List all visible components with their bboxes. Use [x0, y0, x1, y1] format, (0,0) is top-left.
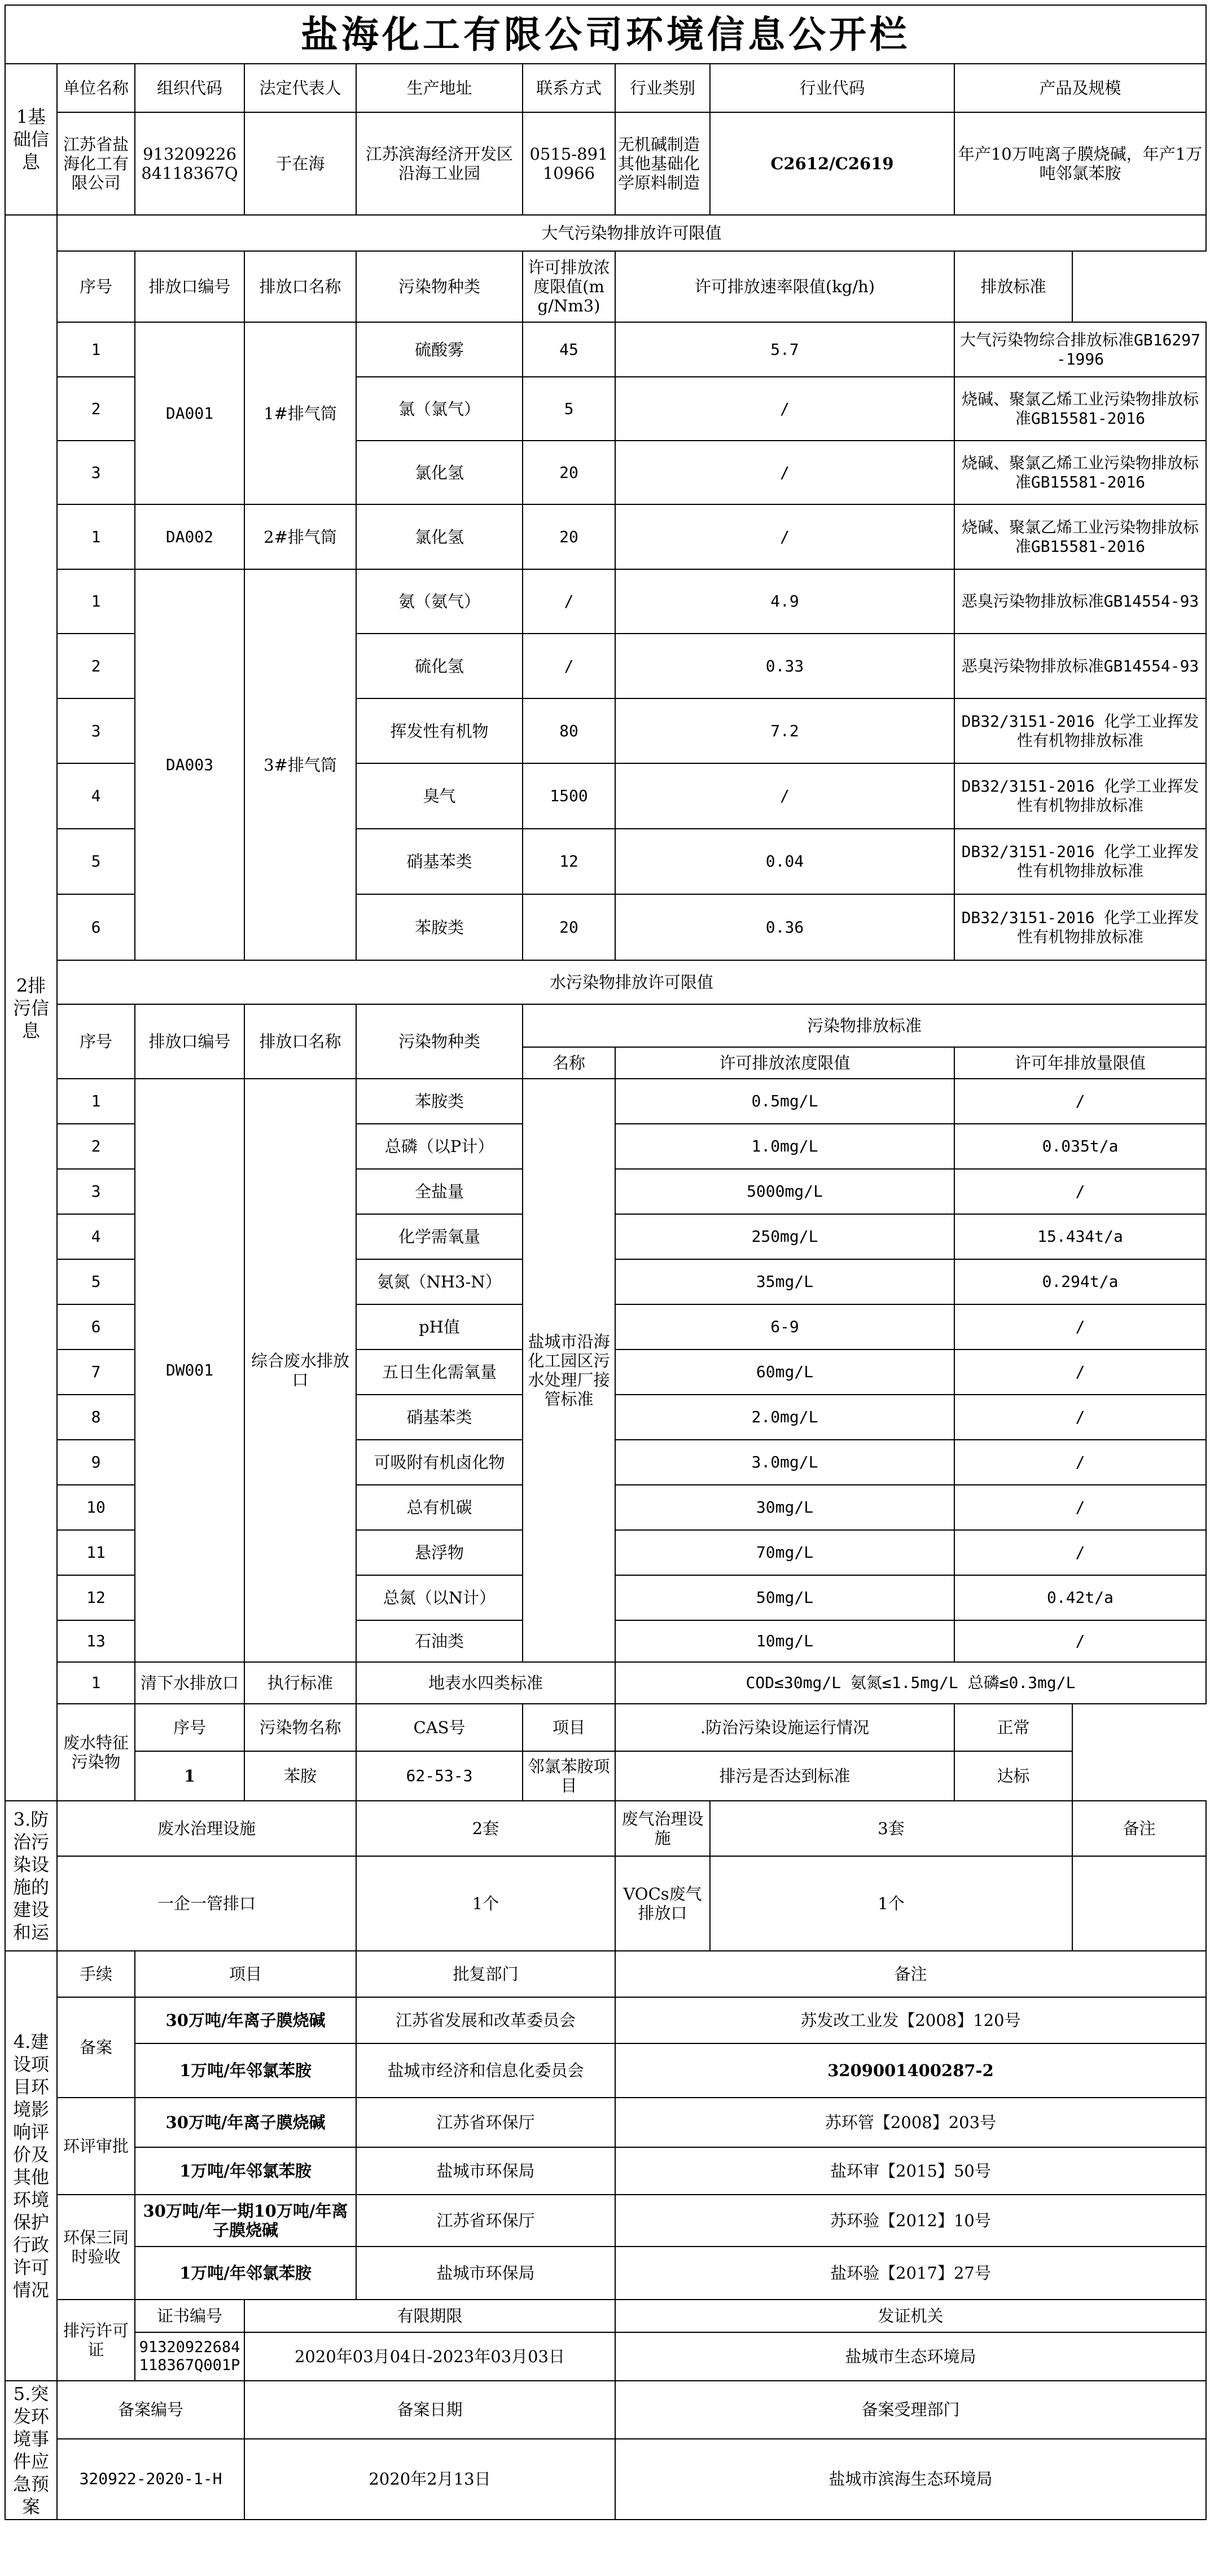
air-outlet-code: DA001: [135, 322, 244, 504]
air-no: 2: [57, 377, 135, 441]
air-conc-limit: 1500: [523, 763, 615, 829]
water-header-std-name: 名称: [523, 1047, 615, 1079]
table-row: [5, 2332, 1206, 2381]
header-products: 产品及规模: [954, 64, 1206, 112]
section-1-label: 1基础信息: [5, 64, 57, 215]
water-pollutant: 总磷（以P计）: [356, 1124, 523, 1169]
air-outlet-name: 3#排气筒: [244, 569, 356, 960]
water-pollutant: 总氮（以N计）: [356, 1575, 523, 1620]
water-no: 4: [57, 1214, 135, 1259]
table-row: [5, 1801, 1206, 1856]
table-row: [5, 322, 1206, 377]
air-rate-limit: /: [615, 441, 954, 504]
water-pollutant: 苯胺类: [356, 1079, 523, 1124]
air-pollutant: 硫化氢: [356, 634, 523, 698]
s4-project: 1万吨/年邻氯苯胺: [135, 2247, 356, 2300]
air-standard: 烧碱、聚氯乙烯工业污染物排放标准GB15581-2016: [954, 377, 1206, 441]
industry-category: 无机碱制造 其他基础化学原料制造: [615, 112, 710, 215]
table-row: [5, 1079, 1206, 1124]
s4-note: 苏环验【2012】10号: [615, 2195, 1206, 2247]
air-no: 1: [57, 569, 135, 634]
air-conc-limit: 45: [523, 322, 615, 377]
water-conc-limit: 0.5mg/L: [615, 1079, 954, 1124]
water-no: 7: [57, 1349, 135, 1395]
air-standard: 烧碱、聚氯乙烯工业污染物排放标准GB15581-2016: [954, 441, 1206, 504]
gas-facility-value: 3套: [710, 1801, 1072, 1856]
org-code: 91320922684118367Q: [135, 112, 244, 215]
permit-issuer: 盐城市生态环境局: [615, 2332, 1206, 2381]
water-no: 12: [57, 1575, 135, 1620]
feature-header-no: 序号: [135, 1704, 244, 1751]
water-title: 水污染物排放许可限值: [57, 960, 1206, 1004]
air-no: 4: [57, 763, 135, 829]
air-standard: 恶臭污染物排放标准GB14554-93: [954, 569, 1206, 634]
s4-procedure: 环保三同时验收: [57, 2195, 135, 2300]
water-conc-limit: 70mg/L: [615, 1530, 954, 1575]
air-no: 3: [57, 441, 135, 504]
water-no: 1: [57, 1079, 135, 1124]
header-contact: 联系方式: [523, 64, 615, 112]
table-row: [5, 2147, 1206, 2195]
s5-number: 320922-2020-1-H: [57, 2439, 244, 2520]
s4-header-proc: 手续: [57, 1951, 135, 1997]
table-row: [5, 215, 1206, 251]
air-rate-limit: 0.04: [615, 829, 954, 894]
permit-label: 排污许可证: [57, 2300, 135, 2381]
water-no: 3: [57, 1169, 135, 1214]
feature-no: 1: [135, 1751, 244, 1801]
air-conc-limit: 20: [523, 894, 615, 960]
unit-name: 江苏省盐海化工有限公司: [57, 112, 135, 215]
permit-header-issuer: 发证机关: [615, 2300, 1206, 2332]
water-annual-limit: /: [954, 1349, 1206, 1395]
s4-project: 30万吨/年离子膜烧碱: [135, 1997, 356, 2043]
water-standard-name: 盐城市沿海化工园区污水处理厂接管标准: [523, 1079, 615, 1662]
s4-project: 30万吨/年一期10万吨/年离子膜烧碱: [135, 2195, 356, 2247]
water-pollutant: pH值: [356, 1304, 523, 1349]
feature-header-cas: CAS号: [356, 1704, 523, 1751]
air-outlet-code: DA003: [135, 569, 244, 960]
header-legal-rep: 法定代表人: [244, 64, 356, 112]
air-conc-limit: /: [523, 634, 615, 698]
air-outlet-code: DA002: [135, 504, 244, 569]
feature-label: 废水特征污染物: [57, 1704, 135, 1801]
air-no: 1: [57, 322, 135, 377]
water-pollutant: 悬浮物: [356, 1530, 523, 1575]
section-5-label: 5.突发环境事件应急预案: [5, 2381, 57, 2520]
clean-no: 1: [57, 1662, 135, 1704]
air-pollutant: 硫酸雾: [356, 322, 523, 377]
s4-project: 1万吨/年邻氯苯胺: [135, 2147, 356, 2195]
s4-note: 苏环管【2008】203号: [615, 2098, 1206, 2147]
air-rate-limit: 5.7: [615, 322, 954, 377]
water-header-name: 排放口名称: [244, 1004, 356, 1079]
table-row: [5, 2043, 1206, 2098]
water-annual-limit: /: [954, 1440, 1206, 1485]
operation-value: 正常: [954, 1704, 1072, 1751]
header-address: 生产地址: [356, 64, 523, 112]
water-conc-limit: 5000mg/L: [615, 1169, 954, 1214]
water-pollutant: 全盐量: [356, 1169, 523, 1214]
feature-cas: 62-53-3: [356, 1751, 523, 1801]
air-pollutant: 氯化氢: [356, 441, 523, 504]
table-row: [5, 5, 1206, 64]
s4-dept: 江苏省发展和改革委员会: [356, 1997, 615, 2043]
permit-number: 91320922684118367Q001P: [135, 2332, 244, 2381]
s4-header-project: 项目: [135, 1951, 356, 1997]
air-rate-limit: 7.2: [615, 698, 954, 763]
air-pollutant: 臭气: [356, 763, 523, 829]
s4-project: 1万吨/年邻氯苯胺: [135, 2043, 356, 2098]
s5-date: 2020年2月13日: [244, 2439, 615, 2520]
table-row: [5, 960, 1206, 1004]
section-3-label: 3.防治污染设施的建设和运: [5, 1801, 57, 1951]
water-annual-limit: 0.42t/a: [954, 1575, 1206, 1620]
pipe-label: 一企一管排口: [57, 1856, 356, 1951]
air-header-name: 排放口名称: [244, 251, 356, 322]
air-pollutant: 挥发性有机物: [356, 698, 523, 763]
air-standard: DB32/3151-2016 化学工业挥发性有机物排放标准: [954, 829, 1206, 894]
water-header-pollutant: 污染物种类: [356, 1004, 523, 1079]
air-rate-limit: 0.33: [615, 634, 954, 698]
table-row: [5, 1997, 1206, 2043]
water-conc-limit: 60mg/L: [615, 1349, 954, 1395]
air-rate-limit: /: [615, 763, 954, 829]
air-outlet-name: 1#排气筒: [244, 322, 356, 504]
water-no: 5: [57, 1259, 135, 1304]
s4-dept: 盐城市环保局: [356, 2247, 615, 2300]
s4-note: 盐环审【2015】50号: [615, 2147, 1206, 2195]
water-no: 9: [57, 1440, 135, 1485]
table-row: [5, 1704, 1206, 1751]
feature-header-project: 项目: [523, 1704, 615, 1751]
voc-value: 1个: [710, 1856, 1072, 1951]
air-no: 2: [57, 634, 135, 698]
air-header-pollutant: 污染物种类: [356, 251, 523, 322]
air-outlet-name: 2#排气筒: [244, 504, 356, 569]
pipe-value: 1个: [356, 1856, 615, 1951]
header-org-code: 组织代码: [135, 64, 244, 112]
info-table: [5, 5, 1207, 2520]
water-conc-limit: 50mg/L: [615, 1575, 954, 1620]
s4-note: 3209001400287-2: [615, 2043, 1206, 2098]
water-conc-limit: 1.0mg/L: [615, 1124, 954, 1169]
table-row: [5, 1662, 1206, 1704]
water-conc-limit: 250mg/L: [615, 1214, 954, 1259]
s4-header-note: 备注: [615, 1951, 1206, 1997]
water-pollutant: 五日生化需氧量: [356, 1349, 523, 1395]
air-conc-limit: 20: [523, 504, 615, 569]
products: 年产10万吨离子膜烧碱，年产1万吨邻氯苯胺: [954, 112, 1206, 215]
air-conc-limit: 80: [523, 698, 615, 763]
water-header-conc: 许可排放浓度限值: [615, 1047, 954, 1079]
clean-outlet-name: 清下水排放口: [135, 1662, 244, 1704]
water-pollutant: 可吸附有机卤化物: [356, 1440, 523, 1485]
air-conc-limit: 12: [523, 829, 615, 894]
water-pollutant: 石油类: [356, 1620, 523, 1662]
table-row: [5, 2195, 1206, 2247]
operation-label: .防治污染设施运行情况: [615, 1704, 954, 1751]
water-conc-limit: 6-9: [615, 1304, 954, 1349]
water-annual-limit: 0.035t/a: [954, 1124, 1206, 1169]
water-outlet-code: DW001: [135, 1079, 244, 1662]
water-annual-limit: 0.294t/a: [954, 1259, 1206, 1304]
air-title: 大气污染物排放许可限值: [57, 215, 1206, 251]
air-conc-limit: 5: [523, 377, 615, 441]
water-no: 10: [57, 1485, 135, 1530]
water-annual-limit: /: [954, 1079, 1206, 1124]
water-annual-limit: /: [954, 1304, 1206, 1349]
table-row: [5, 504, 1206, 569]
section-4-label: 4.建设项目环境影响评价及其他环境保护行政许可情况: [5, 1951, 57, 2381]
water-pollutant: 总有机碳: [356, 1485, 523, 1530]
water-pollutant: 氨氮（NH3-N）: [356, 1259, 523, 1304]
header-industry-code: 行业代码: [710, 64, 954, 112]
air-header-no: 序号: [57, 251, 135, 322]
wastewater-facility-value: 2套: [356, 1801, 615, 1856]
s4-project: 30万吨/年离子膜烧碱: [135, 2098, 356, 2147]
section-2-label: 2排污信息: [5, 215, 57, 1801]
s4-note: 盐环验【2017】27号: [615, 2247, 1206, 2300]
water-conc-limit: 10mg/L: [615, 1620, 954, 1662]
clean-std-label: 执行标准: [244, 1662, 356, 1704]
s4-procedure: 备案: [57, 1997, 135, 2098]
air-rate-limit: /: [615, 377, 954, 441]
air-header-rate: 许可排放速率限值(kg/h): [615, 251, 954, 322]
air-standard: DB32/3151-2016 化学工业挥发性有机物排放标准: [954, 894, 1206, 960]
air-header-std: 排放标准: [954, 251, 1072, 322]
air-rate-limit: /: [615, 504, 954, 569]
feature-name: 苯胺: [244, 1751, 356, 1801]
air-pollutant: 苯胺类: [356, 894, 523, 960]
water-no: 13: [57, 1620, 135, 1662]
water-no: 6: [57, 1304, 135, 1349]
air-pollutant: 氨（氨气）: [356, 569, 523, 634]
water-header-no: 序号: [57, 1004, 135, 1079]
s4-note: 苏发改工业发【2008】120号: [615, 1997, 1206, 2043]
page-title: 盐海化工有限公司环境信息公开栏: [5, 5, 1206, 64]
s3-note: 备注: [1072, 1801, 1206, 1856]
air-conc-limit: 20: [523, 441, 615, 504]
feature-header-name: 污染物名称: [244, 1704, 356, 1751]
table-row: [5, 1951, 1206, 1997]
s4-header-dept: 批复部门: [356, 1951, 615, 1997]
water-annual-limit: /: [954, 1620, 1206, 1662]
air-header-conc: 许可排放浓度限值(mg/Nm3): [523, 251, 615, 322]
water-annual-limit: /: [954, 1485, 1206, 1530]
permit-header-period: 有限期限: [244, 2300, 615, 2332]
water-conc-limit: 2.0mg/L: [615, 1395, 954, 1440]
clean-std: 地表水四类标准: [356, 1662, 615, 1704]
water-outlet-name: 综合废水排放口: [244, 1079, 356, 1662]
water-header-standard: 污染物排放标准: [523, 1004, 1206, 1047]
voc-label: VOCs废气排放口: [615, 1856, 710, 1951]
wastewater-facility-label: 废水治理设施: [57, 1801, 356, 1856]
water-header-code: 排放口编号: [135, 1004, 244, 1079]
water-annual-limit: /: [954, 1530, 1206, 1575]
s4-dept: 江苏省环保厅: [356, 2195, 615, 2247]
water-no: 8: [57, 1395, 135, 1440]
water-header-annual: 许可年排放量限值: [954, 1047, 1206, 1079]
compliance-label: 排污是否达到标准: [615, 1751, 954, 1801]
header-unit-name: 单位名称: [57, 64, 135, 112]
s4-procedure: 环评审批: [57, 2098, 135, 2195]
water-conc-limit: 30mg/L: [615, 1485, 954, 1530]
permit-header-number: 证书编号: [135, 2300, 244, 2332]
gas-facility-label: 废气治理设施: [615, 1801, 710, 1856]
air-standard: DB32/3151-2016 化学工业挥发性有机物排放标准: [954, 763, 1206, 829]
air-header-code: 排放口编号: [135, 251, 244, 322]
s5-dept: 盐城市滨海生态环境局: [615, 2439, 1206, 2520]
table-row: [5, 2247, 1206, 2300]
table-row: [5, 251, 1206, 322]
air-pollutant: 氯化氢: [356, 504, 523, 569]
air-standard: DB32/3151-2016 化学工业挥发性有机物排放标准: [954, 698, 1206, 763]
air-conc-limit: /: [523, 569, 615, 634]
water-pollutant: 化学需氧量: [356, 1214, 523, 1259]
header-industry-category: 行业类别: [615, 64, 710, 112]
table-row: [5, 112, 1206, 215]
s3-note-empty: [1072, 1856, 1206, 1951]
air-standard: 恶臭污染物排放标准GB14554-93: [954, 634, 1206, 698]
table-row: [5, 1004, 1206, 1047]
water-pollutant: 硝基苯类: [356, 1395, 523, 1440]
table-row: [5, 1751, 1206, 1801]
address: 江苏滨海经济开发区沿海工业园: [356, 112, 523, 215]
table-row: [5, 2381, 1206, 2439]
s4-dept: 江苏省环保厅: [356, 2098, 615, 2147]
air-pollutant: 硝基苯类: [356, 829, 523, 894]
water-annual-limit: /: [954, 1169, 1206, 1214]
air-rate-limit: 0.36: [615, 894, 954, 960]
s4-dept: 盐城市经济和信息化委员会: [356, 2043, 615, 2098]
air-pollutant: 氯（氯气）: [356, 377, 523, 441]
legal-rep: 于在海: [244, 112, 356, 215]
water-no: 2: [57, 1124, 135, 1169]
clean-limits: COD≤30mg/L 氨氮≤1.5mg/L 总磷≤0.3mg/L: [615, 1662, 1206, 1704]
table-row: [5, 2439, 1206, 2520]
air-standard: 烧碱、聚氯乙烯工业污染物排放标准GB15581-2016: [954, 504, 1206, 569]
s5-header-number: 备案编号: [57, 2381, 244, 2439]
air-rate-limit: 4.9: [615, 569, 954, 634]
info-board: [5, 5, 1205, 2571]
water-annual-limit: /: [954, 1395, 1206, 1440]
water-no: 11: [57, 1530, 135, 1575]
contact: 0515-89110966: [523, 112, 615, 215]
table-row: [5, 1856, 1206, 1951]
feature-project: 邻氯苯胺项目: [523, 1751, 615, 1801]
industry-code: C2612/C2619: [710, 112, 954, 215]
air-no: 5: [57, 829, 135, 894]
table-row: [5, 2300, 1206, 2332]
water-annual-limit: 15.434t/a: [954, 1214, 1206, 1259]
s4-dept: 盐城市环保局: [356, 2147, 615, 2195]
table-row: [5, 569, 1206, 634]
s5-header-dept: 备案受理部门: [615, 2381, 1206, 2439]
permit-period: 2020年03月04日-2023年03月03日: [244, 2332, 615, 2381]
air-no: 3: [57, 698, 135, 763]
air-standard: 大气污染物综合排放标准GB16297-1996: [954, 322, 1206, 377]
table-row: [5, 2098, 1206, 2147]
compliance-value: 达标: [954, 1751, 1072, 1801]
air-no: 1: [57, 504, 135, 569]
s5-header-date: 备案日期: [244, 2381, 615, 2439]
table-row: [5, 64, 1206, 112]
water-conc-limit: 35mg/L: [615, 1259, 954, 1304]
water-conc-limit: 3.0mg/L: [615, 1440, 954, 1485]
air-no: 6: [57, 894, 135, 960]
